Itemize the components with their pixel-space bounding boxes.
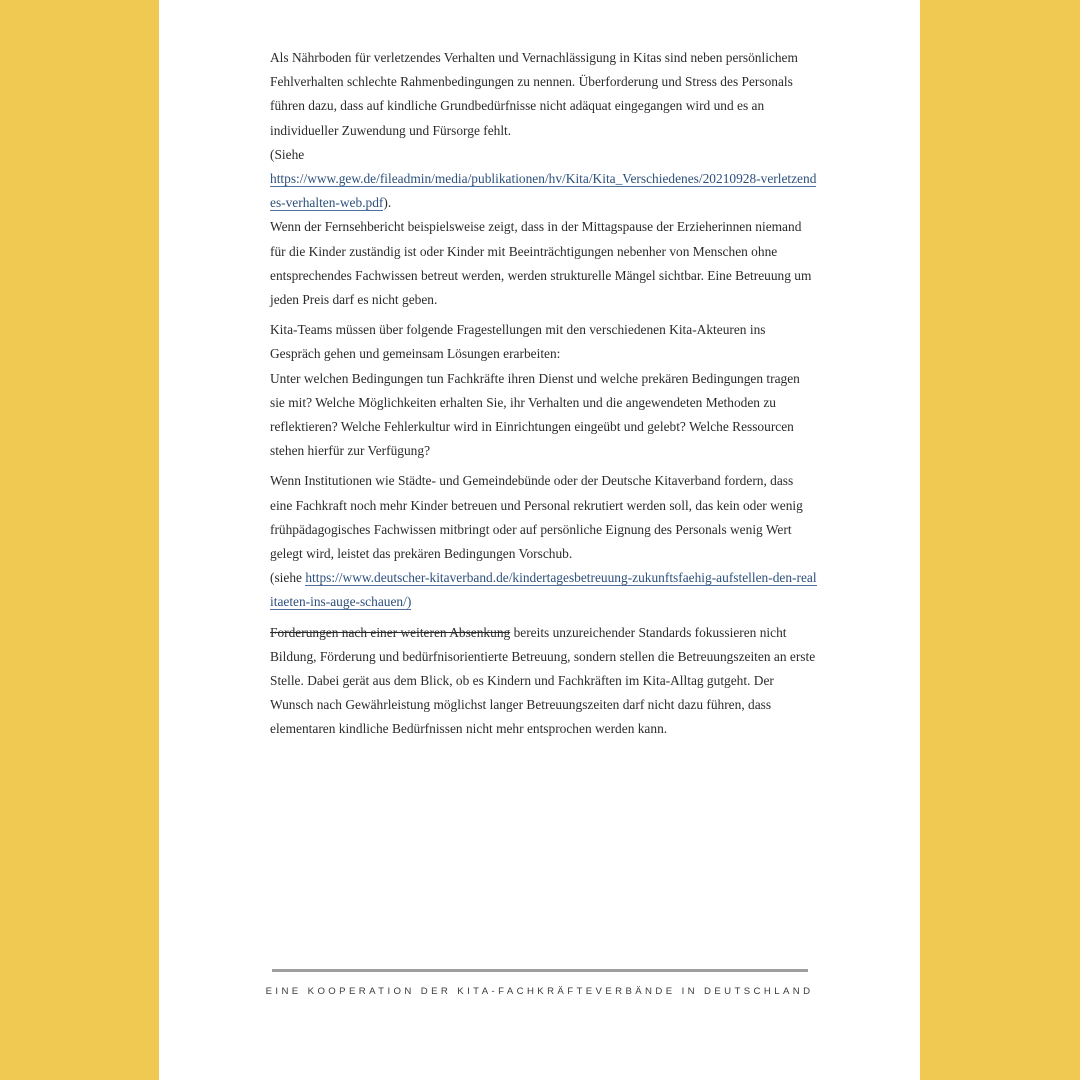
body-text: [270, 46, 818, 742]
paragraph-2-text: Wenn der Fernsehbericht beispielsweise zeigt, dass in der Mittagspause der Erzieherinnen niemand für die Kinder zuständig ist oder Kinder mit Beeinträchtigungen nebenher von Menschen ohne entsprechendes Fachwissen betreut werden, werden strukturelle Mängel sichtbar. Eine Betreuung um jeden Preis darf es nicht geben.: [270, 219, 812, 308]
reference-open: (Siehe: [270, 146, 305, 162]
footer-text: EINE KOOPERATION DER KITA-FACHKRÄFTEVERBÄNDE IN DEUTSCHLAND: [265, 986, 814, 997]
paragraph-1: [270, 46, 818, 312]
struck-text: Forderungen nach einer weiteren Absenkung: [270, 624, 511, 640]
footer-divider: [272, 969, 808, 972]
paragraph-5-text: bereits unzureichender Standards fokussieren nicht Bildung, Förderung und bedürfnisorientierte Betreuung, sondern stellen die Betreuungszeiten an erste Stelle. Dabei gerät aus dem Blick, ob es Kindern und Fachkräften im Kita-Alltag gutgeht. Der Wunsch nach Gewährleistung möglichst langer Betreuungszeiten darf nicht dazu führen, dass elementaren kindliche Bedürfnissen nicht mehr entsprochen werden kann.: [270, 624, 816, 737]
paragraph-1-text: Als Nährboden für verletzendes Verhalten und Vernachlässigung in Kitas sind neben persönlichem Fehlverhalten schlechte Rahmenbedingungen zu nennen. Überforderung und Stress des Personals führen dazu, dass auf kindliche Grundbedürfnisse nicht adäquat eingegangen wird und es an individueller Zuwendung und Fürsorge fehlt.: [270, 50, 798, 138]
reference-close: ).: [383, 195, 392, 211]
paragraph-3: [270, 318, 818, 463]
paragraph-5: [270, 621, 818, 742]
paragraph-4: [270, 469, 818, 614]
paragraph-3-questions: Unter welchen Bedingungen tun Fachkräfte ihren Dienst und welche prekären Bedingungen tragen sie mit? Welche Möglichkeiten erhalten Sie, ihr Verhalten und die angewendeten Methoden zu reflektieren? Welche Fehlerkultur wird in Einrichtungen eingeübt und gelebt? Welche Ressourcen stehen hierfür zur Verfügung?: [270, 370, 800, 459]
gew-link[interactable]: https://www.gew.de/fileadmin/media/publikationen/hv/Kita/Kita_Verschiedenes/20210928-verletzendes-verhalten-web.pdf: [270, 171, 817, 211]
document-page: [159, 0, 920, 1080]
reference-open-2: (siehe: [270, 570, 306, 586]
paragraph-3-intro: Kita-Teams müssen über folgende Fragestellungen mit den verschiedenen Kita-Akteuren ins Gespräch gehen und gemeinsam Lösungen erarbeiten:: [270, 322, 766, 362]
paragraph-4-text: Wenn Institutionen wie Städte- und Gemeindebünde oder der Deutsche Kitaverband fordern, dass eine Fachkraft noch mehr Kinder betreuen und Personal rekrutiert werden soll, das kein oder wenig frühpädagogisches Fachwissen mitbringt oder auf persönliche Eignung des Personals wenig Wert gelegt wird, leistet das prekären Bedingungen Vorschub.: [270, 473, 803, 562]
kitaverband-link[interactable]: https://www.deutscher-kitaverband.de/kindertagesbetreuung-zukunftsfaehig-aufstellen-den-realitaeten-ins-auge-schauen/): [270, 570, 817, 610]
